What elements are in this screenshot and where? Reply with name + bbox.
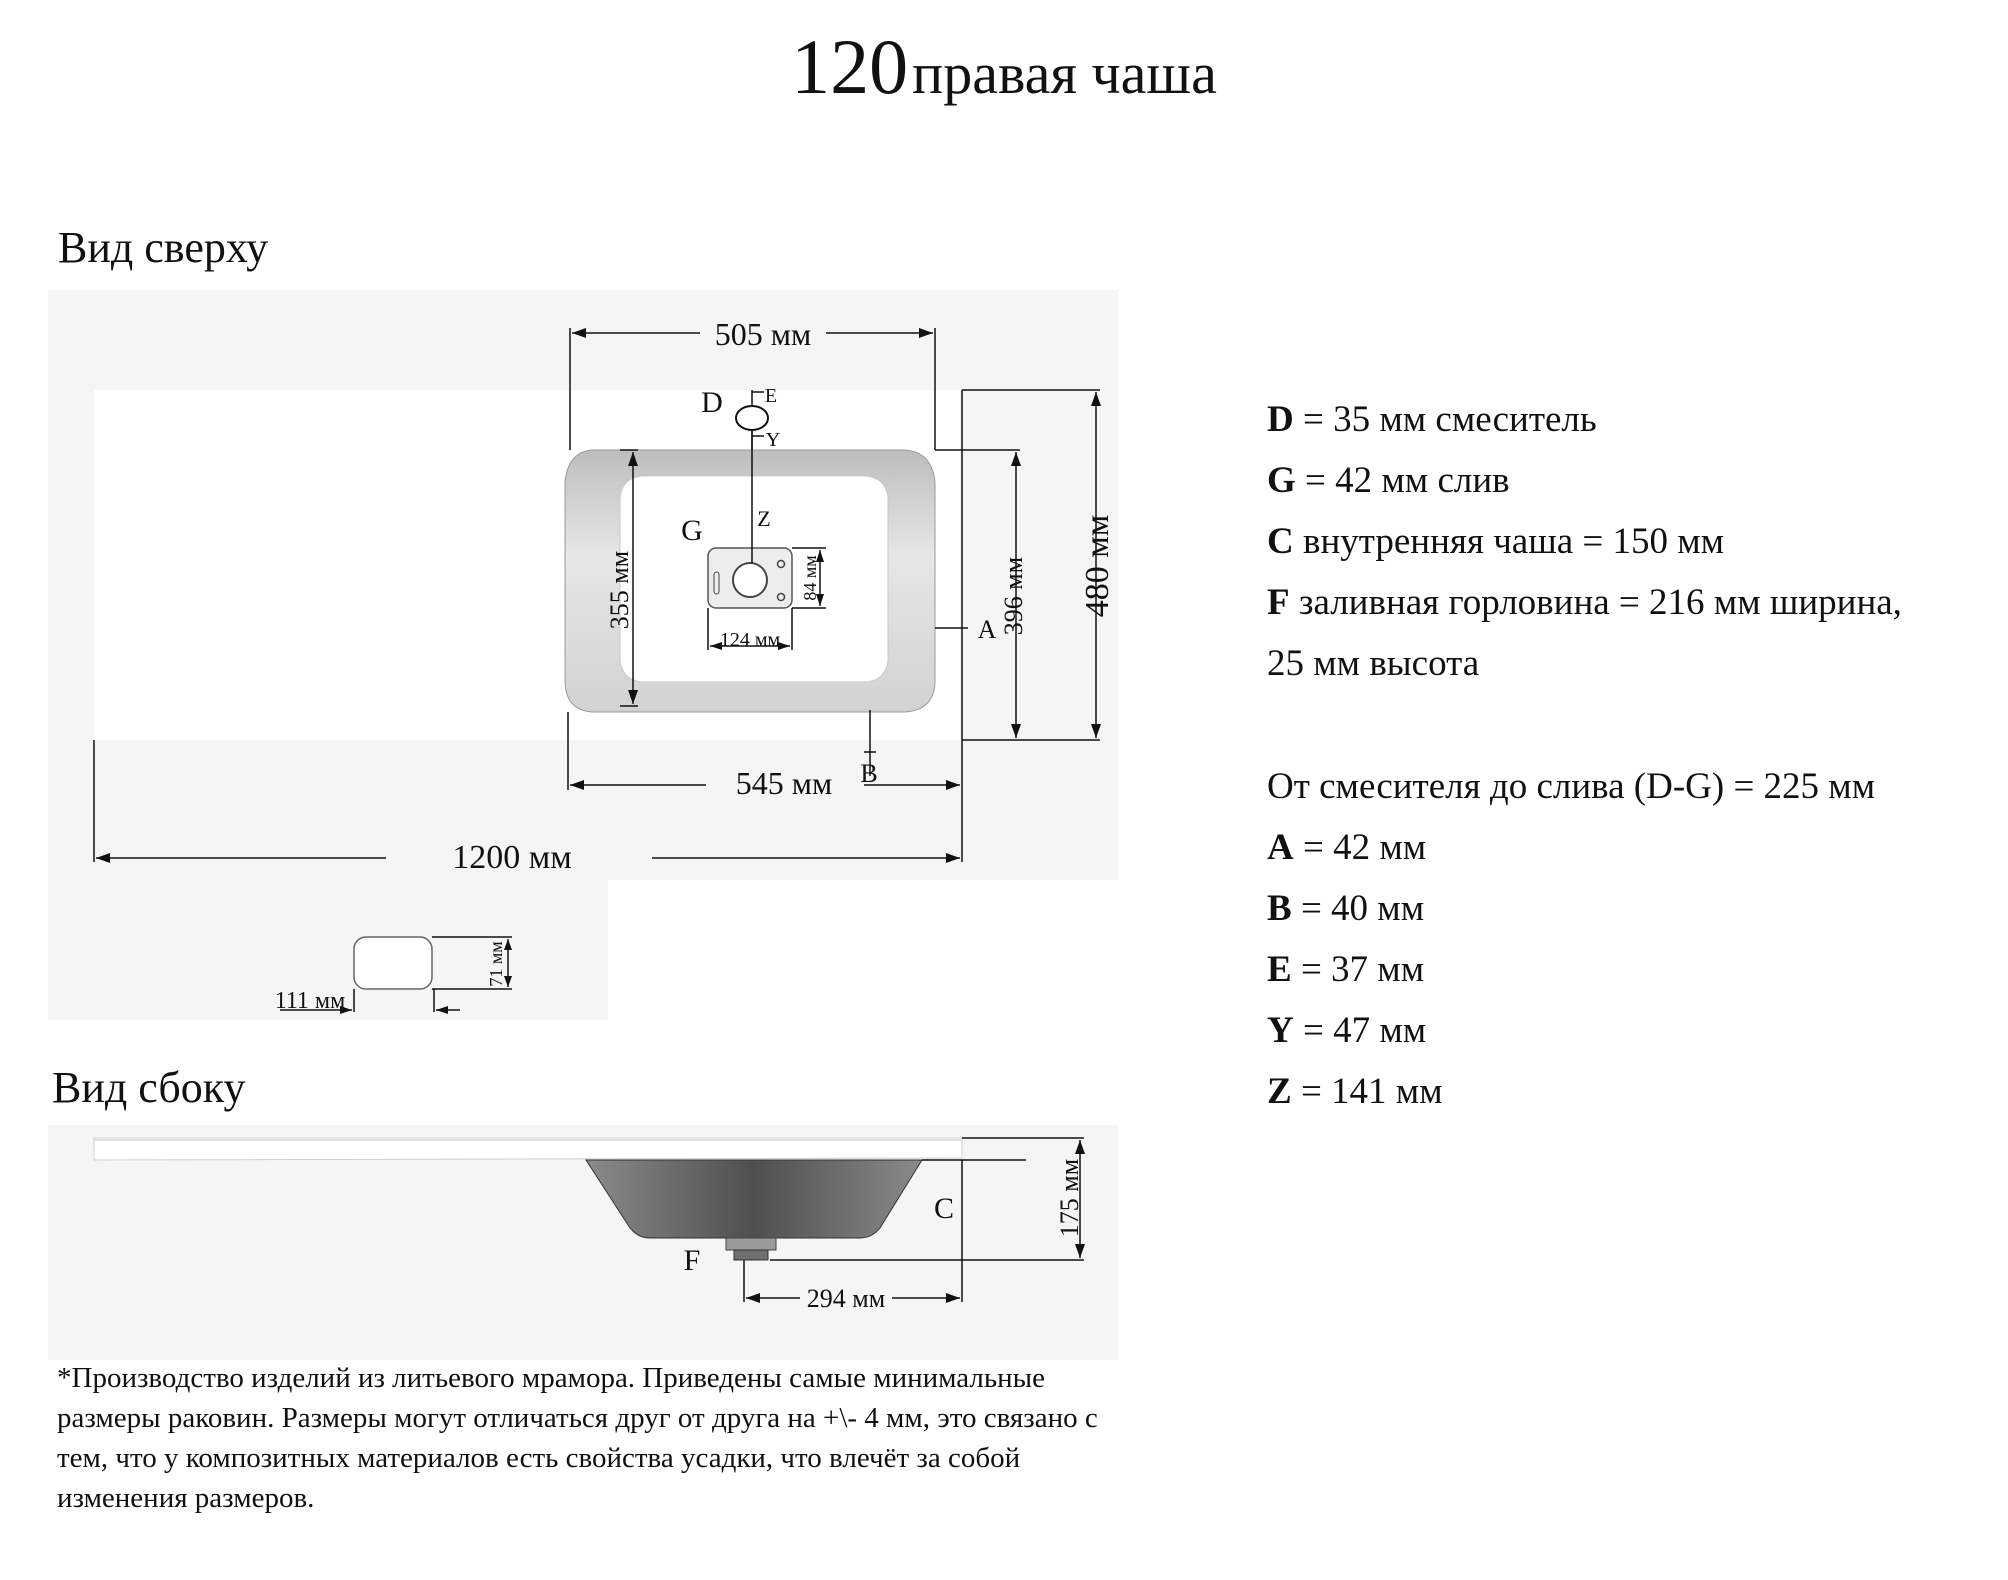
spec-c: C внутренняя чаша = 150 мм <box>1267 521 1725 562</box>
dim-total-width: 1200 мм <box>452 839 572 876</box>
dim-bowl-bottom-width: 545 мм <box>735 765 833 801</box>
technical-drawing <box>0 0 1130 1380</box>
dim-drain-width: 124 мм <box>719 629 781 651</box>
spec-f-line2: 25 мм высота <box>1267 643 1480 684</box>
spec-a: A = 42 мм <box>1267 827 1427 868</box>
side-drain-outlet <box>734 1250 768 1260</box>
label-y: Y <box>765 429 781 451</box>
spec-f: F заливная горловина = 216 мм ширина, <box>1267 582 1902 623</box>
label-g: G <box>681 514 703 547</box>
faucet-hole <box>736 406 768 430</box>
label-b: B <box>860 759 878 788</box>
side-dim-height: 175 мм <box>1055 1158 1084 1238</box>
side-dim-offset: 294 мм <box>806 1284 886 1313</box>
spec-e: E = 37 мм <box>1267 949 1425 990</box>
dim-bowl-depth-inner: 355 мм <box>605 550 634 630</box>
plug-shape <box>354 937 432 989</box>
label-d: D <box>701 386 723 419</box>
label-a: A <box>977 615 997 644</box>
spec-y: Y = 47 мм <box>1267 1010 1427 1051</box>
side-drain-neck <box>726 1238 776 1250</box>
dim-depth: 480 мм <box>1079 514 1116 618</box>
drain-hole <box>733 563 767 597</box>
side-label-c: C <box>933 1192 955 1225</box>
footnote: *Производство изделий из литьевого мрамора. Приведены самые минимальные размеры раковин. Размеры могут отличаться друг от друга на +\- 4 мм, это связано с тем, что у композитных материалов есть свойства усадки, что влечёт за собой изменения размеров. <box>57 1362 1098 1514</box>
label-z: Z <box>757 506 771 531</box>
dim-drain-height: 84 мм <box>800 555 820 601</box>
top-view-heading: Вид сверху <box>58 223 269 272</box>
title-number: 120 <box>791 23 909 110</box>
spec-b: B = 40 мм <box>1267 888 1425 929</box>
spec-z: Z = 141 мм <box>1267 1071 1443 1112</box>
spec-d: D = 35 мм смеситель <box>1267 399 1597 440</box>
side-bowl <box>586 1160 922 1238</box>
side-countertop <box>94 1138 962 1160</box>
side-label-f: F <box>683 1244 701 1277</box>
title-text: правая чаша <box>912 41 1217 106</box>
spec-g: G = 42 мм слив <box>1267 460 1510 501</box>
side-view-heading: Вид сбоку <box>52 1063 246 1112</box>
dim-bowl-depth-outer: 396 мм <box>999 556 1028 636</box>
dim-bowl-top-width: 505 мм <box>714 316 812 352</box>
label-e: E <box>764 385 778 407</box>
spec-dg: От смесителя до слива (D-G) = 225 мм <box>1267 766 1876 807</box>
plug-dim-width: 111 мм <box>274 988 346 1014</box>
plug-dim-height: 71 мм <box>486 941 506 987</box>
